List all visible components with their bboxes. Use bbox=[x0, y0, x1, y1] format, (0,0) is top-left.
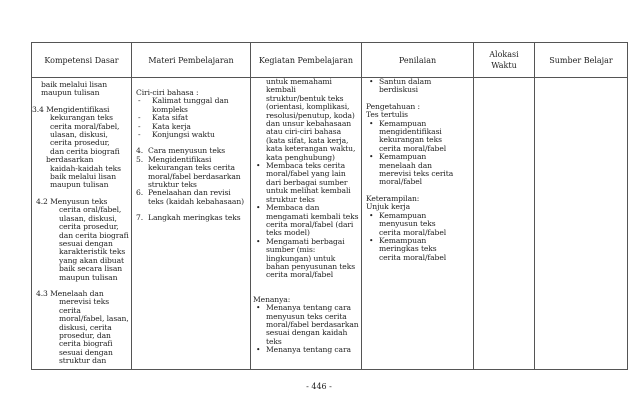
list-item: • Membaca dan mengamati kembali teks cerita moral/fabel (dari teks model) bbox=[253, 204, 359, 238]
list-item: • Kemampuan menyusun teks cerita moral/fabel bbox=[366, 212, 471, 237]
kompetensi-item-4-2 bbox=[32, 198, 129, 282]
list-item: • Menanya tentang cara bbox=[253, 346, 359, 354]
kompetensi-item-4-3 bbox=[32, 290, 129, 366]
kompetensi-4-3-number: 4.3 Menelaah dan bbox=[36, 288, 104, 298]
cell-sumber-belajar bbox=[535, 78, 628, 370]
header-alokasi-waktu: Alokasi Waktu bbox=[474, 43, 535, 78]
penilaian-pengetahuan-list bbox=[366, 120, 471, 187]
penilaian-pengetahuan-label: Pengetahuan : bbox=[366, 101, 420, 111]
kompetensi-4-2-number: 4.2 Menyusun teks bbox=[36, 196, 108, 206]
penilaian-tes-label: Tes tertulis bbox=[366, 110, 408, 120]
kegiatan-menanya-list bbox=[253, 304, 359, 354]
kompetensi-continuation: baik melalui lisan maupun tulisan bbox=[41, 80, 108, 98]
cell-materi-pembelajaran bbox=[132, 78, 251, 370]
cell-penilaian bbox=[362, 78, 474, 370]
header-penilaian: Penilaian bbox=[362, 43, 474, 78]
table-header-row bbox=[32, 43, 628, 78]
lesson-plan-table bbox=[31, 42, 628, 370]
cell-kompetensi-dasar bbox=[32, 78, 132, 370]
kompetensi-3-4-number: 3.4 Mengidentifikasi bbox=[32, 104, 110, 114]
materi-dash-item: - Kata kerja bbox=[138, 121, 191, 131]
materi-numbered-item: 7. Langkah meringkas teks bbox=[136, 213, 241, 223]
list-item: • Kemampuan meringkas teks cerita moral/fabel bbox=[366, 237, 471, 262]
kompetensi-3-4-text: kekurangan teks cerita moral/fabel, ulasan, diskusi, cerita prosedur, dan cerita biografi berdasarkan kaidah-kaidah teks baik melalui lisan maupun tulisan bbox=[46, 113, 121, 190]
page-number: - 446 - bbox=[306, 382, 332, 391]
list-item: • Kemampuan menelaah dan merevisi teks cerita moral/fabel bbox=[366, 153, 471, 187]
penilaian-keterampilan-list bbox=[366, 212, 471, 262]
materi-dash-item: - Kalimat tunggal dan kompleks bbox=[138, 96, 229, 114]
kompetensi-4-2-text: cerita oral/fabel, ulasan, diskusi, cerita prosedur, dan cerita biografi sesuai dengan karakteristik teks yang akan dibuat baik secara lisan maupun tulisan bbox=[59, 205, 129, 282]
list-item: • Santun dalam berdiskusi bbox=[366, 78, 471, 95]
cell-alokasi-waktu bbox=[474, 78, 535, 370]
materi-numbered-item: 4. Cara menyusun teks bbox=[136, 146, 226, 156]
list-item: • Menanya tentang cara menyusun teks cerita moral/fabel berdasarkan sesuai dengan kaidah teks bbox=[253, 304, 359, 346]
materi-numbered-item: 5. Mengidentifikasi kekurangan teks cerita moral/fabel berdasarkan struktur teks bbox=[136, 154, 241, 190]
header-sumber-belajar: Sumber Belajar bbox=[535, 43, 628, 78]
penilaian-keterampilan-label: Keterampilan: bbox=[366, 193, 420, 203]
materi-intro: Ciri-ciri bahasa : bbox=[136, 88, 199, 97]
kegiatan-continuation: untuk memahami kembali struktur/bentuk teks (orientasi, komplikasi, resolusi/penutup, koda) dan unsur kebahasaan atau ciri-ciri bahasa (kata sifat, kata kerja, kata keterangan waktu, kata penghubung) bbox=[266, 77, 356, 162]
table-body-row bbox=[32, 78, 628, 370]
penilaian-unjuk-label: Unjuk kerja bbox=[366, 202, 411, 212]
header-materi-pembelajaran: Materi Pembelajaran bbox=[132, 43, 251, 78]
kegiatan-menanya-label: Menanya: bbox=[253, 294, 291, 304]
header-kegiatan-pembelajaran: Kegiatan Pembelajaran bbox=[251, 43, 362, 78]
materi-dash-item: - Konjungsi waktu bbox=[138, 130, 215, 140]
kegiatan-activity-list bbox=[253, 162, 359, 280]
header-kompetensi-dasar: Kompetensi Dasar bbox=[32, 43, 132, 78]
materi-dash-item: - Kata sifat bbox=[138, 113, 188, 123]
kompetensi-item-3-4 bbox=[32, 106, 129, 190]
materi-numbered-item: 6. Penelaahan dan revisi teks (kaidah kebahasaan) bbox=[136, 188, 244, 206]
cell-kegiatan-pembelajaran bbox=[251, 78, 362, 370]
list-item: • Membaca teks cerita moral/fabel yang lain dari berbagai sumber untuk melihat kembali struktur teks bbox=[253, 162, 359, 204]
kompetensi-4-3-text: merevisi teks cerita moral/fabel, lasan, diskusi, cerita prosedur, dan cerita biografi sesuai dengan struktur dan bbox=[59, 297, 129, 366]
list-item: • Mengamati berbagai sumber (mis: lingkungan) untuk bahan penyusunan teks cerita moral/fabel bbox=[253, 238, 359, 280]
list-item: • Kemampuan mengidentifikasi kekurangan teks cerita moral/fabel bbox=[366, 120, 471, 154]
penilaian-sikap-list bbox=[366, 78, 471, 95]
